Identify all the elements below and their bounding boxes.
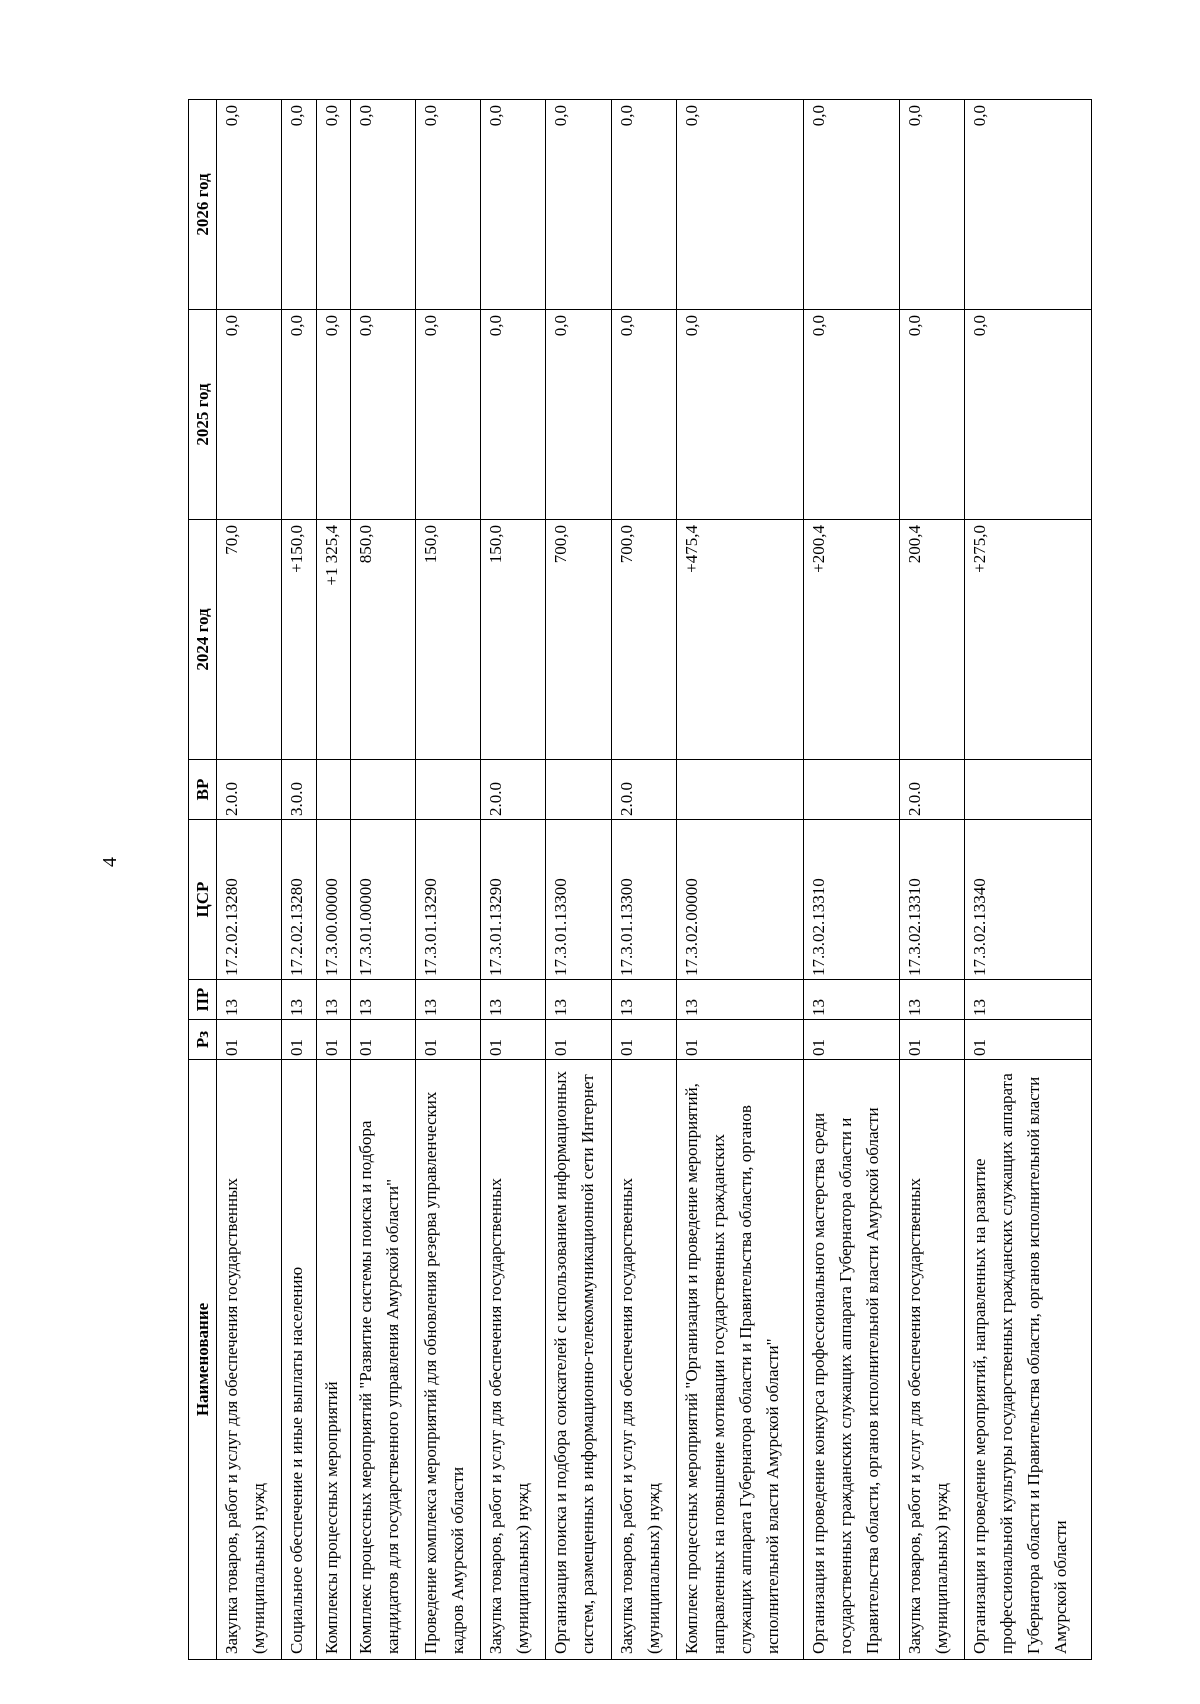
table-row <box>546 100 611 1660</box>
row-value-2025: 0,0 <box>899 310 964 520</box>
row-section: 01 <box>282 1020 316 1060</box>
row-subsection: 13 <box>964 980 1091 1020</box>
row-subsection: 13 <box>282 980 316 1020</box>
row-value-2024: +150,0 <box>282 520 316 760</box>
table-row <box>282 100 316 1660</box>
row-expense-type: 2.0.0 <box>217 760 282 820</box>
row-section: 01 <box>899 1020 964 1060</box>
row-value-2025: 0,0 <box>964 310 1091 520</box>
row-subsection: 13 <box>316 980 350 1020</box>
row-value-2024: 200,4 <box>899 520 964 760</box>
row-target-article: 17.3.00.00000 <box>316 820 350 980</box>
row-value-2024: 150,0 <box>416 520 481 760</box>
row-expense-type <box>964 760 1091 820</box>
row-target-article: 17.3.01.13300 <box>611 820 676 980</box>
row-section: 01 <box>316 1020 350 1060</box>
row-subsection: 13 <box>350 980 415 1020</box>
page-number: 4 <box>99 857 121 867</box>
header-target-article: ЦСР <box>189 820 217 980</box>
row-expense-type: 3.0.0 <box>282 760 316 820</box>
row-subsection: 13 <box>416 980 481 1020</box>
row-subsection: 13 <box>676 980 803 1020</box>
row-name: Комплексы процессных мероприятий <box>316 1060 350 1660</box>
row-target-article: 17.3.01.13290 <box>416 820 481 980</box>
row-value-2026: 0,0 <box>964 100 1091 310</box>
row-expense-type: 2.0.0 <box>481 760 546 820</box>
row-target-article: 17.2.02.13280 <box>282 820 316 980</box>
row-value-2025: 0,0 <box>676 310 803 520</box>
row-value-2024: +200,4 <box>803 520 899 760</box>
row-value-2026: 0,0 <box>803 100 899 310</box>
table-row <box>316 100 350 1660</box>
row-expense-type <box>546 760 611 820</box>
row-section: 01 <box>964 1020 1091 1060</box>
table-header-row <box>189 100 217 1660</box>
row-value-2025: 0,0 <box>416 310 481 520</box>
row-target-article: 17.2.02.13280 <box>217 820 282 980</box>
header-name: Наименование <box>189 1060 217 1660</box>
row-name: Организация и проведение мероприятий, направленных на развитие профессиональной культуры государственных гражданских служащих аппарата Губернатора области и Правительства области, органов исполнительной власти Амурской области <box>964 1060 1091 1660</box>
row-value-2026: 0,0 <box>416 100 481 310</box>
row-expense-type <box>803 760 899 820</box>
row-target-article: 17.3.01.00000 <box>350 820 415 980</box>
row-value-2025: 0,0 <box>316 310 350 520</box>
row-name: Проведение комплекса мероприятий для обновления резерва управленческих кадров Амурской области <box>416 1060 481 1660</box>
row-name: Закупка товаров, работ и услуг для обеспечения государственных (муниципальных) нужд <box>611 1060 676 1660</box>
row-target-article: 17.3.01.13290 <box>481 820 546 980</box>
row-value-2025: 0,0 <box>546 310 611 520</box>
row-expense-type <box>350 760 415 820</box>
table-row <box>803 100 899 1660</box>
budget-table-container <box>188 100 1092 1660</box>
table-row <box>481 100 546 1660</box>
budget-table <box>188 99 1092 1660</box>
table-row <box>350 100 415 1660</box>
row-value-2025: 0,0 <box>803 310 899 520</box>
header-year-2024: 2024 год <box>189 520 217 760</box>
row-target-article: 17.3.02.13310 <box>803 820 899 980</box>
row-name: Закупка товаров, работ и услуг для обеспечения государственных (муниципальных) нужд <box>481 1060 546 1660</box>
table-row <box>416 100 481 1660</box>
table-body <box>217 100 1092 1660</box>
row-section: 01 <box>481 1020 546 1060</box>
table-row <box>964 100 1091 1660</box>
row-value-2024: 850,0 <box>350 520 415 760</box>
row-value-2026: 0,0 <box>217 100 282 310</box>
row-expense-type: 2.0.0 <box>899 760 964 820</box>
row-value-2024: 700,0 <box>611 520 676 760</box>
row-subsection: 13 <box>899 980 964 1020</box>
row-section: 01 <box>611 1020 676 1060</box>
row-name: Организация и проведение конкурса профессионального мастерства среди государственных гражданских служащих аппарата Губернатора области и Правительства области, органов исполнительной власти Амурской области <box>803 1060 899 1660</box>
row-section: 01 <box>416 1020 481 1060</box>
row-subsection: 13 <box>803 980 899 1020</box>
row-value-2024: +1 325,4 <box>316 520 350 760</box>
header-expense-type: ВР <box>189 760 217 820</box>
row-value-2026: 0,0 <box>481 100 546 310</box>
row-value-2024: 150,0 <box>481 520 546 760</box>
row-subsection: 13 <box>481 980 546 1020</box>
table-row <box>611 100 676 1660</box>
row-value-2026: 0,0 <box>676 100 803 310</box>
row-value-2026: 0,0 <box>316 100 350 310</box>
row-target-article: 17.3.01.13300 <box>546 820 611 980</box>
row-value-2026: 0,0 <box>282 100 316 310</box>
table-row <box>217 100 282 1660</box>
row-expense-type <box>316 760 350 820</box>
row-expense-type <box>416 760 481 820</box>
row-section: 01 <box>546 1020 611 1060</box>
row-value-2026: 0,0 <box>611 100 676 310</box>
row-section: 01 <box>803 1020 899 1060</box>
header-year-2025: 2025 год <box>189 310 217 520</box>
row-subsection: 13 <box>611 980 676 1020</box>
header-section: Рз <box>189 1020 217 1060</box>
row-value-2025: 0,0 <box>611 310 676 520</box>
row-name: Закупка товаров, работ и услуг для обеспечения государственных (муниципальных) нужд <box>217 1060 282 1660</box>
row-value-2024: +475,4 <box>676 520 803 760</box>
row-value-2025: 0,0 <box>217 310 282 520</box>
row-value-2025: 0,0 <box>282 310 316 520</box>
row-target-article: 17.3.02.13340 <box>964 820 1091 980</box>
row-name: Комплекс процессных мероприятий "Организация и проведение мероприятий, направленных на повышение мотивации государственных гражданских служащих аппарата Губернатора области и Правительства области, органов исполнительной власти Амурской области" <box>676 1060 803 1660</box>
row-name: Социальное обеспечение и иные выплаты населению <box>282 1060 316 1660</box>
table-row <box>899 100 964 1660</box>
row-target-article: 17.3.02.13310 <box>899 820 964 980</box>
row-name: Закупка товаров, работ и услуг для обеспечения государственных (муниципальных) нужд <box>899 1060 964 1660</box>
row-value-2026: 0,0 <box>350 100 415 310</box>
row-value-2024: 700,0 <box>546 520 611 760</box>
row-section: 01 <box>676 1020 803 1060</box>
row-value-2026: 0,0 <box>899 100 964 310</box>
row-value-2024: +275,0 <box>964 520 1091 760</box>
row-expense-type: 2.0.0 <box>611 760 676 820</box>
row-section: 01 <box>217 1020 282 1060</box>
row-subsection: 13 <box>217 980 282 1020</box>
table-row <box>676 100 803 1660</box>
row-value-2025: 0,0 <box>350 310 415 520</box>
header-subsection: ПР <box>189 980 217 1020</box>
row-name: Организация поиска и подбора соискателей с использованием информационных систем, размещенных в информационно-телекоммуникационной сети Интернет <box>546 1060 611 1660</box>
row-subsection: 13 <box>546 980 611 1020</box>
row-expense-type <box>676 760 803 820</box>
row-value-2025: 0,0 <box>481 310 546 520</box>
row-value-2026: 0,0 <box>546 100 611 310</box>
row-target-article: 17.3.02.00000 <box>676 820 803 980</box>
row-value-2024: 70,0 <box>217 520 282 760</box>
row-section: 01 <box>350 1020 415 1060</box>
row-name: Комплекс процессных мероприятий "Развитие системы поиска и подбора кандидатов для государственного управления Амурской области" <box>350 1060 415 1660</box>
header-year-2026: 2026 год <box>189 100 217 310</box>
